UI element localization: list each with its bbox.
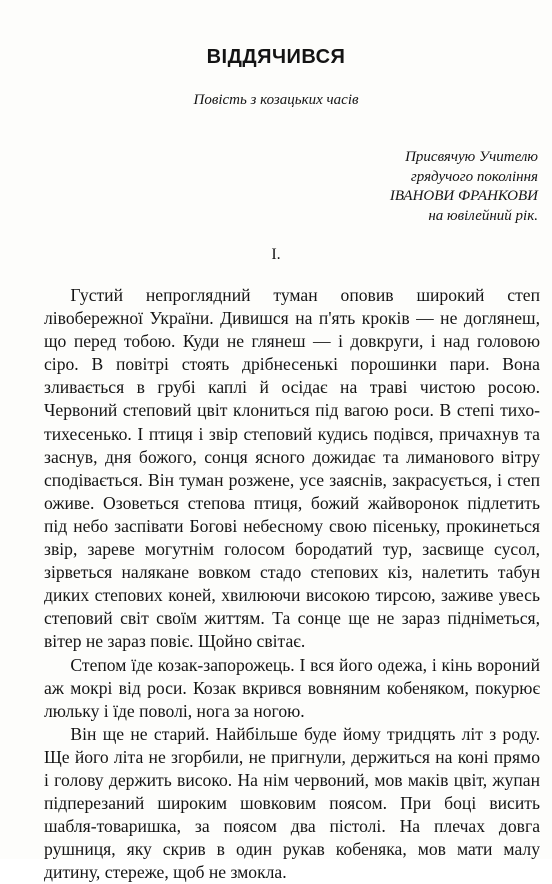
paragraph: Він ще не старий. Найбільше буде йому тридцять літ з роду. Ще його літа не згорбили, не пригнули, держиться на коні прямо і голову держить високо. На нім червоний, мов маків цвіт, жупан підперезаний широким шовковим поясом. При боці висить шабля-товаришка, за поясом два пістолі. На плечах довга рушниця, яку скрив в один рукав кобеняка, мов мати малу дитину, стереже, щоб не змокла. (44, 723, 540, 883)
paragraph: Степом їде козак-запорожець. І вся його одежа, і кінь вороний аж мокрі від роси. Козак вкрився вовняним кобеняком, покурює люльку і їде поволі, нога за ногою. (44, 654, 540, 721)
dedication-line: Присвячую Учителю (405, 149, 538, 165)
dedication-line: на ювілейний рік. (428, 207, 538, 224)
dedication-block (218, 148, 538, 226)
body-text (44, 284, 540, 884)
story-subtitle: Повість з козацьких часів (193, 92, 359, 108)
dedication-line: ІВАНОВИ ФРАНКОВИ (389, 188, 538, 204)
paragraph: Густий непроглядний туман оповив широкий степ лівобережної України. Дивишся на п'ять кроків — не доглянеш, що перед тобою. Куди не глянеш — і довкруги, і над головою сіро. В повітрі стоять дрібнесенькі порошинки пари. Вона зливається в грубі каплі й осідає на траві чистою росою. Червоний степовий цвіт клониться під вагою роси. В степі тихо-тихесенько. І птиця і звір степовий кудись подівся, причахнув та заснув, дня божого, сонця ясного дожидає та лиманового вітру сподівається. Він туман розжене, усе заяснів, закрасується, і степ оживе. Озоветься степова птиця, божий жайворонок підлетить під небо заспівати Богові небесному свою пісеньку, прокинеться звір, зареве могутнім голосом бородатий тур, засвище сусол, зірветься налякане вовком стадо степових кіз, налетить табун диких степових коней, хвилюючи високою тирсою, заживе увесь степовий світ своїм життям. Та сонце ще не зараз підніметься, вітер не зараз повіє. Щойно світає. (44, 285, 540, 652)
story-title: ВІДДЯЧИВСЯ (206, 46, 346, 68)
dedication-line: грядучого покоління (410, 168, 538, 185)
chapter-heading: І. (271, 246, 281, 263)
